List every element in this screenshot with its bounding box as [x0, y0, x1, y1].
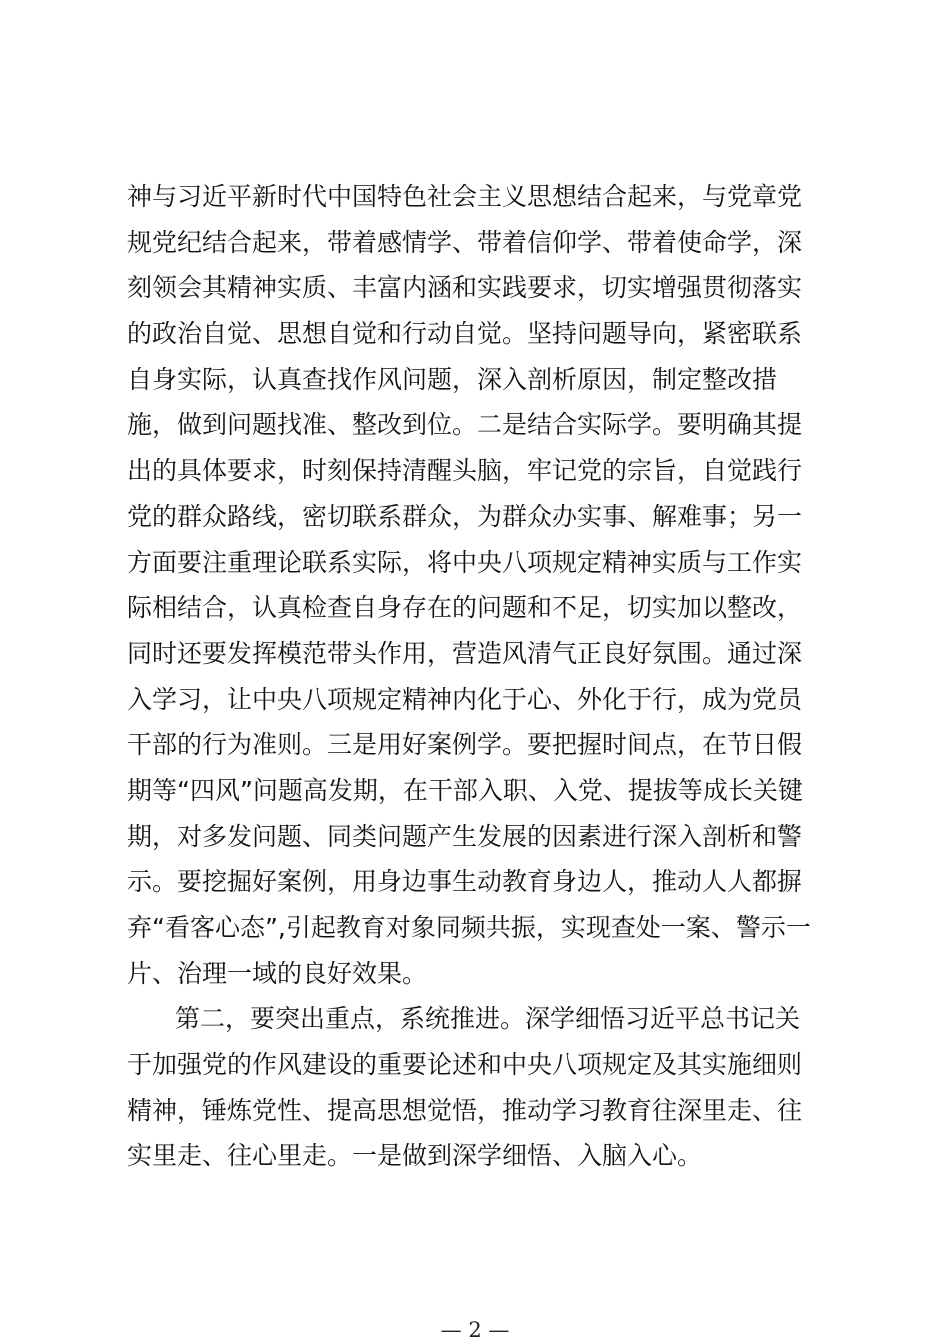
- text-line: 期等“四风”问题高发期，在干部入职、入党、提拔等成长关键: [127, 775, 803, 805]
- text-line: 片、治理一域的良好效果。: [127, 958, 428, 988]
- text-line: 出的具体要求，时刻保持清醒头脑，牢记党的宗旨，自觉践行: [127, 456, 803, 486]
- paragraph-start-line: 第二，要突出重点，系统推进。深学细悟习近平总书记关: [175, 1004, 801, 1034]
- text-line: 规党纪结合起来，带着感情学、带着信仰学、带着使命学，深: [127, 227, 803, 257]
- text-line: 期，对多发问题、同类问题产生发展的因素进行深入剖析和警: [127, 821, 803, 851]
- text-line: 示。要挖掘好案例，用身边事生动教育身边人，推动人人都摒: [127, 867, 803, 897]
- text-line: 方面要注重理论联系实际，将中央八项规定精神实质与工作实: [127, 547, 803, 577]
- text-line: 党的群众路线，密切联系群众，为群众办实事、解难事；另一: [127, 501, 803, 531]
- text-line: 施，做到问题找准、整改到位。二是结合实际学。要明确其提: [127, 410, 803, 440]
- text-line: 刻领会其精神实质、丰富内涵和实践要求，切实增强贯彻落实: [127, 273, 803, 303]
- text-line: 同时还要发挥模范带头作用，营造风清气正良好氛围。通过深: [127, 638, 803, 668]
- body-text: [127, 174, 827, 1179]
- text-line: 精神，锤炼党性、提高思想觉悟，推动学习教育往深里走、往: [127, 1095, 803, 1125]
- text-line: 入学习，让中央八项规定精神内化于心、外化于行，成为党员: [127, 684, 803, 714]
- page-number: — 2 —: [440, 1318, 510, 1342]
- text-line: 干部的行为准则。三是用好案例学。要把握时间点，在节日假: [127, 730, 803, 760]
- text-line: 自身实际，认真查找作风问题，深入剖析原因，制定整改措: [127, 364, 778, 394]
- text-line: 于加强党的作风建设的重要论述和中央八项规定及其实施细则: [127, 1050, 803, 1080]
- text-line: 实里走、往心里走。一是做到深学细悟、入脑入心。: [127, 1141, 703, 1171]
- text-line: 的政治自觉、思想自觉和行动自觉。坚持问题导向，紧密联系: [127, 319, 803, 349]
- text-line: 神与习近平新时代中国特色社会主义思想结合起来，与党章党: [127, 182, 803, 211]
- text-line: 弃“看客心态”,引起教育对象同频共振，实现查处一案、警示一: [127, 913, 811, 942]
- text-line: 际相结合，认真检查自身存在的问题和不足，切实加以整改，: [127, 593, 803, 623]
